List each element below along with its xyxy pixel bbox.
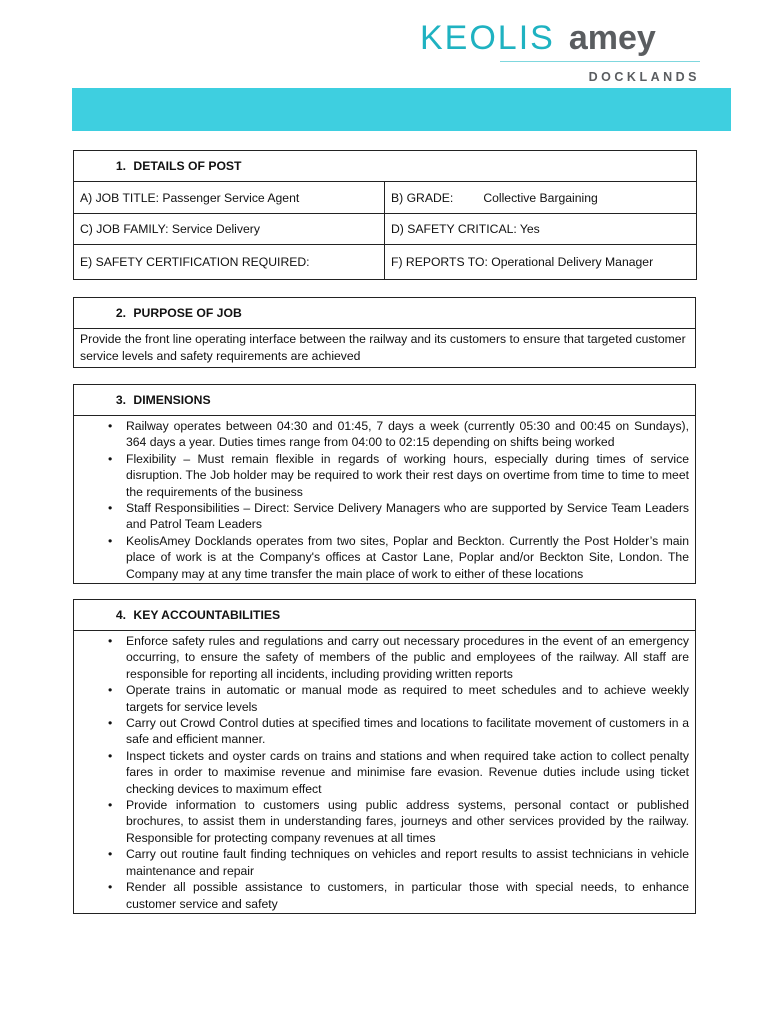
company-logo bbox=[420, 18, 700, 88]
key-accountabilities-table bbox=[73, 599, 696, 914]
job-title-cell: A) JOB TITLE: Passenger Service Agent bbox=[74, 182, 385, 214]
logo-amey-text: amey bbox=[568, 19, 656, 57]
logo-docklands-text: DOCKLANDS bbox=[588, 70, 700, 84]
section-title: PURPOSE OF JOB bbox=[133, 306, 242, 320]
section-number: 4. bbox=[115, 608, 126, 622]
section-title: KEY ACCOUNTABILITIES bbox=[133, 608, 281, 622]
safety-certification-cell: E) SAFETY CERTIFICATION REQUIRED: bbox=[74, 245, 385, 280]
grade-value: Collective Bargaining bbox=[483, 190, 598, 205]
logo-keolis-text: KEOLIS bbox=[420, 19, 555, 57]
list-item: • Inspect tickets and oyster cards on trains and stations and when required take action to collect penalty fares in order to maximise revenue and minimise fare evasion. Revenue duties include using ticket checking devices to maximum effect bbox=[80, 748, 689, 797]
list-item: • Railway operates between 04:30 and 01:45, 7 days a week (currently 05:30 and 00:45 on Sundays), 364 days a year. Duties times range from 04:00 to 02:15 depending on shifts being worked bbox=[80, 418, 689, 451]
list-item: • Operate trains in automatic or manual mode as required to meet schedules and to achieve weekly targets for service levels bbox=[80, 682, 689, 715]
section-header bbox=[74, 385, 696, 416]
list-item: • Render all possible assistance to customers, in particular those with special needs, to enhance customer service and safety bbox=[80, 879, 689, 912]
section-title: DETAILS OF POST bbox=[133, 159, 242, 173]
accountabilities-body bbox=[74, 631, 696, 914]
job-family-cell: C) JOB FAMILY: Service Delivery bbox=[74, 214, 385, 245]
list-item: • Flexibility – Must remain flexible in regards of working hours, especially during times of service disruption. The Job holder may be required to work their rest days on overtime from time to time to meet the requirements of the business bbox=[80, 451, 689, 500]
logo-divider bbox=[500, 61, 700, 62]
header-banner bbox=[72, 88, 731, 131]
section-title: DIMENSIONS bbox=[133, 393, 211, 407]
section-header bbox=[74, 151, 697, 182]
safety-critical-cell: D) SAFETY CRITICAL: Yes bbox=[385, 214, 697, 245]
section-number: 1. bbox=[115, 159, 126, 173]
dimensions-list bbox=[80, 416, 689, 583]
list-item: • KeolisAmey Docklands operates from two sites, Poplar and Beckton. Currently the Post Holder’s main place of work is at the Company's offices at Castor Lane, Poplar and/or Beckton Site, London. The Company may at any time transfer the main place of work to either of these locations bbox=[80, 533, 689, 582]
dimensions-body bbox=[74, 416, 696, 584]
section-header bbox=[74, 298, 696, 329]
grade-label: B) GRADE: bbox=[391, 190, 454, 205]
list-item: • Staff Responsibilities – Direct: Service Delivery Managers who are supported by Service Team Leaders and Patrol Team Leaders bbox=[80, 500, 689, 533]
list-item: • Carry out Crowd Control duties at specified times and locations to facilitate movement of customers in a safe and efficient manner. bbox=[80, 715, 689, 748]
list-item: • Carry out routine fault finding techniques on vehicles and report results to assist technicians in vehicle maintenance and repair bbox=[80, 846, 689, 879]
section-number: 3. bbox=[115, 393, 126, 407]
grade-cell bbox=[385, 182, 697, 214]
reports-to-cell: F) REPORTS TO: Operational Delivery Manager bbox=[385, 245, 697, 280]
details-of-post-table bbox=[73, 150, 697, 280]
accountabilities-list bbox=[80, 631, 689, 913]
list-item: • Provide information to customers using public address systems, personal contact or published brochures, to assist them in understanding fares, journeys and other services provided by the railway. Responsible for protecting company revenues at all times bbox=[80, 797, 689, 846]
section-header bbox=[74, 600, 696, 631]
purpose-text: Provide the front line operating interface between the railway and its customers to ensure that targeted customer service levels and safety requirements are achieved bbox=[74, 329, 696, 368]
dimensions-table bbox=[73, 384, 696, 584]
list-item: • Enforce safety rules and regulations and carry out necessary procedures in the event of an emergency occurring, to ensure the safety of members of the public and employees of the railway. All staff are responsible for reporting all incidents, including providing written reports bbox=[80, 633, 689, 682]
section-number: 2. bbox=[115, 306, 126, 320]
purpose-of-job-table bbox=[73, 297, 696, 368]
